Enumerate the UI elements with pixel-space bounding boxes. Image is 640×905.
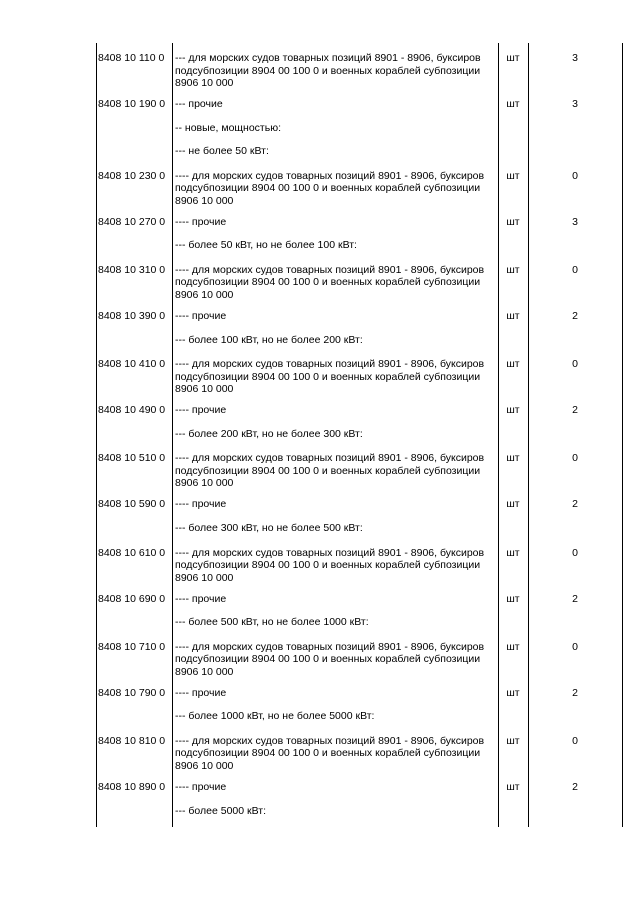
- commodity-code: 8408 10 690 0: [98, 592, 166, 605]
- commodity-code: 8408 10 610 0: [98, 546, 166, 559]
- commodity-description: ---- прочие: [175, 309, 227, 322]
- duty-rate: 3: [572, 98, 578, 110]
- duty-rate: 2: [572, 780, 578, 793]
- commodity-description: --- более 100 кВт, но не более 200 кВт:: [175, 333, 363, 346]
- commodity-description: ---- для морских судов товарных позиций 8901 - 8906, буксиров подсубпозиции 8904 00 100 0 и военных кораблей субпозиции 8906 10 000: [175, 734, 485, 772]
- unit-of-measure: шт: [506, 309, 520, 322]
- commodity-description: --- более 1000 кВт, но не более 5000 кВт:: [175, 710, 375, 723]
- table-row: [96, 773, 622, 797]
- commodity-description: ---- прочие: [175, 686, 227, 699]
- commodity-description: --- для морских судов товарных позиций 8901 - 8906, буксиров подсубпозиции 8904 00 100 0 и военных кораблей субпозиции 8906 10 000: [175, 52, 481, 89]
- unit-of-measure: шт: [506, 734, 520, 747]
- commodity-description: ---- для морских судов товарных позиций 8901 - 8906, буксиров подсубпозиции 8904 00 100 0 и военных кораблей субпозиции 8906 10 000: [175, 640, 485, 678]
- table-row: [96, 161, 622, 208]
- commodity-description: --- не более 50 кВт:: [175, 145, 269, 158]
- duty-rate: 0: [572, 263, 578, 276]
- unit-of-measure: шт: [506, 358, 520, 371]
- duty-rate: 0: [572, 169, 578, 182]
- commodity-description: ---- прочие: [175, 780, 227, 793]
- duty-rate: 0: [572, 452, 578, 465]
- table-row: [96, 43, 622, 90]
- unit-of-measure: шт: [506, 98, 520, 110]
- table-row: [96, 396, 622, 420]
- duty-rate: 2: [572, 498, 578, 511]
- table-subheading-row: [96, 420, 622, 444]
- unit-of-measure: шт: [506, 498, 520, 511]
- commodity-code: 8408 10 790 0: [98, 686, 166, 699]
- commodity-description: --- более 300 кВт, но не более 500 кВт:: [175, 521, 363, 534]
- commodity-code: 8408 10 310 0: [98, 263, 166, 276]
- commodity-code: 8408 10 510 0: [98, 452, 166, 465]
- unit-of-measure: шт: [506, 452, 520, 465]
- table-row: [96, 255, 622, 302]
- table-row: [96, 349, 622, 396]
- commodity-code: 8408 10 390 0: [98, 309, 166, 322]
- unit-of-measure: шт: [506, 263, 520, 276]
- table-subheading-row: [96, 608, 622, 632]
- table-row: [96, 443, 622, 490]
- unit-of-measure: шт: [506, 404, 520, 417]
- commodity-description: ---- для морских судов товарных позиций 8901 - 8906, буксиров подсубпозиции 8904 00 100 0 и военных кораблей субпозиции 8906 10 000: [175, 546, 485, 584]
- commodity-description: --- прочие: [175, 98, 223, 110]
- commodity-code: 8408 10 410 0: [98, 358, 166, 371]
- table-row: [96, 726, 622, 773]
- duty-rate: 2: [572, 309, 578, 322]
- unit-of-measure: шт: [506, 686, 520, 699]
- commodity-code: 8408 10 110 0: [98, 52, 165, 64]
- table-row: [96, 679, 622, 703]
- table-subheading-row: [96, 137, 622, 161]
- table-subheading-row: [96, 702, 622, 726]
- commodity-description: ---- для морских судов товарных позиций 8901 - 8906, буксиров подсубпозиции 8904 00 100 0 и военных кораблей субпозиции 8906 10 000: [175, 263, 485, 301]
- unit-of-measure: шт: [506, 215, 520, 228]
- duty-rate: 3: [572, 215, 578, 228]
- duty-rate: 3: [572, 52, 578, 64]
- unit-of-measure: шт: [506, 169, 520, 182]
- commodity-description: ---- для морских судов товарных позиций 8901 - 8906, буксиров подсубпозиции 8904 00 100 0 и военных кораблей субпозиции 8906 10 000: [175, 169, 485, 207]
- duty-rate: 2: [572, 404, 578, 417]
- commodity-code: 8408 10 890 0: [98, 780, 166, 793]
- table-row: [96, 632, 622, 679]
- commodity-description: ---- прочие: [175, 498, 227, 511]
- unit-of-measure: шт: [506, 640, 520, 653]
- duty-rate: 0: [572, 640, 578, 653]
- vertical-rule-right: [622, 43, 623, 827]
- commodity-description: ---- для морских судов товарных позиций 8901 - 8906, буксиров подсубпозиции 8904 00 100 0 и военных кораблей субпозиции 8906 10 000: [175, 452, 485, 490]
- unit-of-measure: шт: [506, 52, 520, 64]
- table-row: [96, 208, 622, 232]
- duty-rate: 2: [572, 592, 578, 605]
- table-row: [96, 585, 622, 609]
- duty-rate: 0: [572, 734, 578, 747]
- commodity-code: 8408 10 490 0: [98, 404, 166, 417]
- unit-of-measure: шт: [506, 780, 520, 793]
- commodity-code: 8408 10 710 0: [98, 640, 166, 653]
- commodity-description: ---- прочие: [175, 592, 227, 605]
- commodity-description: ---- для морских судов товарных позиций 8901 - 8906, буксиров подсубпозиции 8904 00 100 0 и военных кораблей субпозиции 8906 10 000: [175, 358, 485, 396]
- commodity-description: -- новые, мощностью:: [175, 121, 282, 134]
- table-row: [96, 490, 622, 514]
- duty-rate: 0: [572, 358, 578, 371]
- commodity-code: 8408 10 270 0: [98, 215, 166, 228]
- commodity-code: 8408 10 590 0: [98, 498, 166, 511]
- table-subheading-row: [96, 231, 622, 255]
- duty-rate: 2: [572, 686, 578, 699]
- table-row: [96, 302, 622, 326]
- table-subheading-row: [96, 797, 622, 821]
- commodity-description: --- более 200 кВт, но не более 300 кВт:: [175, 427, 363, 440]
- table-subheading-row: [96, 326, 622, 350]
- unit-of-measure: шт: [506, 546, 520, 559]
- commodity-description: --- более 500 кВт, но не более 1000 кВт:: [175, 616, 369, 629]
- commodity-code: 8408 10 230 0: [98, 169, 166, 182]
- commodity-description: --- более 5000 кВт:: [175, 804, 267, 817]
- duty-rate: 0: [572, 546, 578, 559]
- commodity-code: 8408 10 810 0: [98, 734, 166, 747]
- commodity-description: ---- прочие: [175, 215, 227, 228]
- table-row: [96, 90, 622, 114]
- commodity-description: --- более 50 кВт, но не более 100 кВт:: [175, 239, 357, 252]
- commodity-description: ---- прочие: [175, 404, 227, 417]
- table-row: [96, 538, 622, 585]
- commodity-code: 8408 10 190 0: [98, 98, 166, 110]
- unit-of-measure: шт: [506, 592, 520, 605]
- table-subheading-row: [96, 514, 622, 538]
- table-subheading-row: [96, 114, 622, 138]
- tariff-table: [96, 43, 622, 820]
